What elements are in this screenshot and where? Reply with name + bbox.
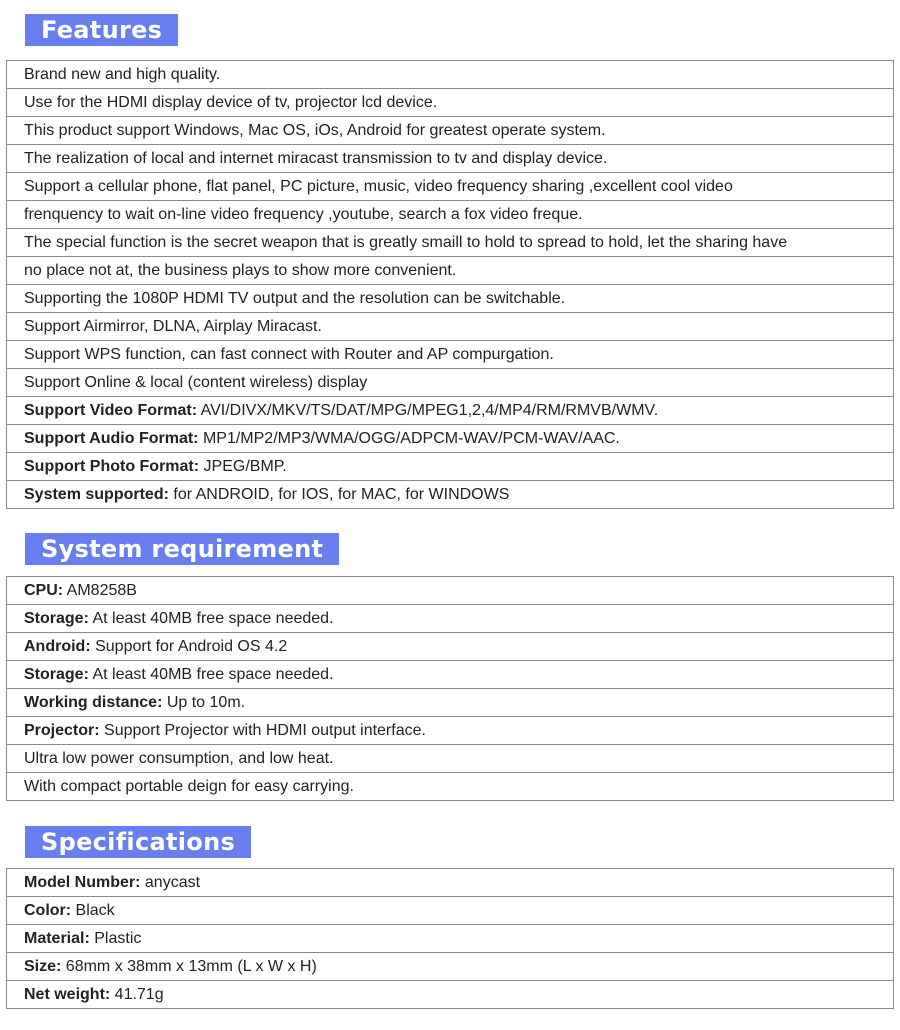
table-cell — [7, 313, 894, 341]
table-cell — [7, 689, 894, 717]
table-row — [7, 773, 894, 801]
row-text: Up to 10m. — [162, 694, 246, 711]
table-cell — [7, 481, 894, 509]
features-table — [6, 60, 894, 509]
row-text: Support Airmirror, DLNA, Airplay Miracast. — [24, 318, 322, 335]
table-cell — [7, 925, 894, 953]
row-text: With compact portable deign for easy carrying. — [24, 778, 354, 795]
row-text: Plastic — [89, 930, 142, 947]
table-row — [7, 633, 894, 661]
row-label: Support Audio Format: — [24, 430, 199, 447]
table-row — [7, 605, 894, 633]
table-row — [7, 953, 894, 981]
row-label: Android: — [24, 638, 91, 655]
features-heading: Features — [25, 14, 178, 46]
table-cell — [7, 341, 894, 369]
row-text: Use for the HDMI display device of tv, projector lcd device. — [24, 94, 438, 111]
row-text: MP1/MP2/MP3/WMA/OGG/ADPCM-WAV/PCM-WAV/AAC. — [198, 430, 620, 447]
row-text: Brand new and high quality. — [24, 66, 221, 83]
table-row — [7, 313, 894, 341]
row-label: Model Number: — [24, 874, 141, 891]
row-text: Support Online & local (content wireless) display — [24, 374, 368, 391]
table-cell — [7, 453, 894, 481]
table-row — [7, 173, 894, 201]
row-text: 41.71g — [110, 986, 164, 1003]
row-label: Color: — [24, 902, 72, 919]
row-text: Support Projector with HDMI output interface. — [99, 722, 426, 739]
table-row — [7, 257, 894, 285]
table-row — [7, 717, 894, 745]
table-row — [7, 661, 894, 689]
table-row — [7, 145, 894, 173]
system-table — [6, 576, 894, 801]
row-label: Support Photo Format: — [24, 458, 200, 475]
row-label: Support Video Format: — [24, 402, 198, 419]
row-text: Black — [71, 902, 115, 919]
table-row — [7, 453, 894, 481]
table-cell — [7, 897, 894, 925]
table-cell — [7, 773, 894, 801]
table-row — [7, 369, 894, 397]
row-text: AM8258B — [63, 582, 137, 599]
table-cell — [7, 605, 894, 633]
row-text: 68mm x 38mm x 13mm (L x W x H) — [61, 958, 317, 975]
table-cell — [7, 425, 894, 453]
table-row — [7, 981, 894, 1009]
table-row — [7, 397, 894, 425]
row-text: Support for Android OS 4.2 — [90, 638, 288, 655]
row-text: JPEG/BMP. — [199, 458, 287, 475]
row-text: At least 40MB free space needed. — [88, 666, 334, 683]
table-row — [7, 869, 894, 897]
table-row — [7, 481, 894, 509]
table-cell — [7, 745, 894, 773]
system-heading: System requirement — [25, 533, 339, 565]
row-label: Storage: — [24, 610, 89, 627]
table-cell — [7, 953, 894, 981]
table-row — [7, 897, 894, 925]
row-text: At least 40MB free space needed. — [88, 610, 334, 627]
row-label: Net weight: — [24, 986, 111, 1003]
table-cell — [7, 397, 894, 425]
table-cell — [7, 717, 894, 745]
row-text: Ultra low power consumption, and low heat. — [24, 750, 334, 767]
table-cell — [7, 61, 894, 89]
table-cell — [7, 173, 894, 201]
row-label: System supported: — [24, 486, 169, 503]
table-cell — [7, 285, 894, 313]
table-row — [7, 117, 894, 145]
row-label: CPU: — [24, 582, 64, 599]
row-text: AVI/DIVX/MKV/TS/DAT/MPG/MPEG1,2,4/MP4/RM/RMVB/WMV. — [197, 402, 659, 419]
row-text: for ANDROID, for IOS, for MAC, for WINDOWS — [168, 486, 510, 503]
table-row — [7, 89, 894, 117]
table-row — [7, 341, 894, 369]
table-cell — [7, 369, 894, 397]
specs-heading: Specifications — [25, 826, 251, 858]
table-row — [7, 925, 894, 953]
row-text: This product support Windows, Mac OS, iOs, Android for greatest operate system. — [24, 122, 606, 139]
table-cell — [7, 577, 894, 605]
table-row — [7, 425, 894, 453]
table-row — [7, 745, 894, 773]
row-label: Storage: — [24, 666, 89, 683]
specs-table — [6, 868, 894, 1009]
row-text: anycast — [140, 874, 201, 891]
row-label: Material: — [24, 930, 90, 947]
row-label: Projector: — [24, 722, 100, 739]
row-text: no place not at, the business plays to show more convenient. — [24, 262, 457, 279]
table-cell — [7, 869, 894, 897]
row-text: frenquency to wait on-line video frequency ,youtube, search a fox video freque. — [24, 206, 583, 223]
table-row — [7, 61, 894, 89]
table-row — [7, 285, 894, 313]
table-row — [7, 689, 894, 717]
table-cell — [7, 201, 894, 229]
row-text: Support a cellular phone, flat panel, PC picture, music, video frequency sharing ,excellent cool video — [24, 178, 733, 195]
table-cell — [7, 145, 894, 173]
table-cell — [7, 117, 894, 145]
table-row — [7, 577, 894, 605]
row-label: Size: — [24, 958, 62, 975]
table-cell — [7, 981, 894, 1009]
row-text: Supporting the 1080P HDMI TV output and the resolution can be switchable. — [24, 290, 566, 307]
row-label: Working distance: — [24, 694, 163, 711]
table-cell — [7, 89, 894, 117]
table-cell — [7, 661, 894, 689]
table-cell — [7, 633, 894, 661]
table-row — [7, 201, 894, 229]
table-cell — [7, 257, 894, 285]
table-row — [7, 229, 894, 257]
row-text: The realization of local and internet miracast transmission to tv and display device. — [24, 150, 608, 167]
table-cell — [7, 229, 894, 257]
row-text: The special function is the secret weapon that is greatly smaill to hold to spread to hold, let the sharing have — [24, 234, 788, 251]
row-text: Support WPS function, can fast connect with Router and AP compurgation. — [24, 346, 554, 363]
